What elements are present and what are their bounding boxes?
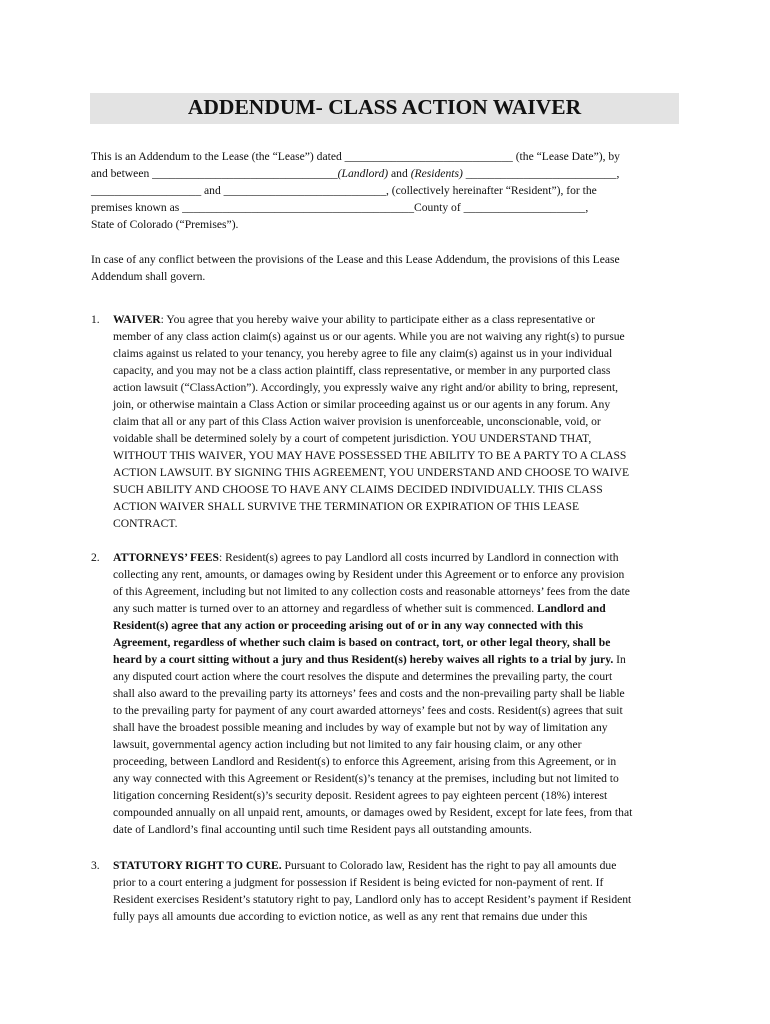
- intro-line: ___________________ and ____________________________, (collectively hereinafter “Resident”), for the: [91, 184, 597, 197]
- intro-text: and between ________________________________: [91, 167, 338, 180]
- conflict-line: Addendum shall govern.: [91, 270, 206, 283]
- clause-bold-text: heard by a court sitting without a jury and thus Resident(s) hereby waives all rights to a trial by jury.: [113, 653, 614, 666]
- intro-line: State of Colorado (“Premises”).: [91, 218, 239, 231]
- intro-paragraph: [91, 148, 681, 233]
- clause-text: : Resident(s) agrees to pay Landlord all costs incurred by Landlord in connection with: [218, 551, 619, 564]
- clause-line: collecting any rent, amounts, or damages owing by Resident under this Agreement or to enforce any provision: [113, 568, 625, 581]
- clause-line: [113, 311, 683, 328]
- clause-line: litigation concerning Resident(s)’s security deposit. Resident agrees to pay eighteen percent (18%) interest: [113, 789, 608, 802]
- clause-line: proceeding, between Landlord and Resident(s) to enforce this Agreement, arising from this Agreement, or in: [113, 755, 617, 768]
- clause-line: ACTION LAWSUIT. BY SIGNING THIS AGREEMENT, YOU UNDERSTAND AND CHOOSE TO WAIVE: [113, 466, 630, 479]
- clause-text: In: [613, 653, 626, 666]
- title-banner: [90, 93, 679, 124]
- clause-line: claim that all or any part of this Class Action waiver provision is unenforceable, unconscionable, void, or: [113, 415, 601, 428]
- clause-line: any way connected with this Agreement or Resident(s)’s tenancy at the premises, including but not limited to: [113, 772, 619, 785]
- clause-line: capacity, and you may not be a class action plaintiff, class representative, or member in any purported class: [113, 364, 611, 377]
- clause-line: shall also award to the prevailing party its attorneys’ fees and costs and the non-prevailing party shall be liable: [113, 687, 625, 700]
- clause-line: lawsuit, governmental agency action including but not limited to any fair housing claim, or any other: [113, 738, 582, 751]
- clause-bold-text: Agreement, regardless of whether such claim is based on contract, tort, or other legal theory, shall be: [113, 636, 611, 649]
- landlord-label: (Landlord): [337, 167, 389, 180]
- clause-body: [113, 311, 683, 532]
- clause-line: [113, 600, 683, 617]
- clause-line: [113, 617, 683, 634]
- clause-heading: WAIVER: [113, 313, 161, 326]
- clause-line: [113, 549, 683, 566]
- clause-line: SUCH ABILITY AND CHOOSE TO HAVE ANY CLAIMS DECIDED INDIVIDUALLY. THIS CLASS: [113, 483, 603, 496]
- clause-bold-text: Landlord and: [537, 602, 606, 615]
- clause-line: [113, 857, 683, 874]
- clause-line: CONTRACT.: [113, 517, 178, 530]
- clause-line: [113, 651, 683, 668]
- conflict-line: In case of any conflict between the provisions of the Lease and this Lease Addendum, the provisions of this Lease: [91, 253, 620, 266]
- clause-line: WITHOUT THIS WAIVER, YOU MAY HAVE POSSESSED THE ABILITY TO BE A PARTY TO A CLASS: [113, 449, 627, 462]
- intro-text: __________________________,: [462, 167, 620, 180]
- intro-line: [91, 165, 681, 182]
- conflict-paragraph: [91, 251, 681, 285]
- clause-line: member of any class action claim(s) against us or our agents. While you are not waiving any right(s) to pursue: [113, 330, 625, 343]
- clause-line: prior to a court entering a judgment for possession if Resident is being evicted for non-payment of rent. If: [113, 876, 604, 889]
- clause-text: : You agree that you hereby waive your ability to participate either as a class representative or: [160, 313, 595, 326]
- clause-line: claims against us related to your tenancy, you hereby agree to file any claim(s) against us in your individual: [113, 347, 613, 360]
- clause-heading: STATUTORY RIGHT TO CURE.: [113, 859, 282, 872]
- clause-number: 1.: [91, 313, 100, 326]
- clause-line: shall have the broadest possible meaning and includes by way of example but not by way of limitation any: [113, 721, 608, 734]
- clause-line: any disputed court action where the court resolves the dispute and determines the prevailing party, the court: [113, 670, 613, 683]
- clause-line: of this Agreement, including but not limited to any collection costs and reasonable attorneys’ fees from the date: [113, 585, 630, 598]
- clause-line: action lawsuit (“ClassAction”). Accordingly, you expressly waive any right and/or ability to bring, represent,: [113, 381, 619, 394]
- clause-number: 2.: [91, 551, 100, 564]
- document-title: ADDENDUM- CLASS ACTION WAIVER: [187, 95, 582, 119]
- clause-line: [113, 634, 683, 651]
- residents-label: (Residents): [410, 167, 463, 180]
- clause-line: to the prevailing party for payment of any court awarded attorneys’ fees and costs. Resident(s) agrees that suit: [113, 704, 623, 717]
- clause-body: [113, 857, 683, 925]
- clause-line: voidable shall be determined solely by a court of competent jurisdiction. YOU UNDERSTAND THAT,: [113, 432, 592, 445]
- intro-line: This is an Addendum to the Lease (the “Lease”) dated _____________________________ (the “Lease Date”), by: [91, 150, 620, 163]
- clause-number: 3.: [91, 859, 100, 872]
- intro-text: and: [388, 167, 411, 180]
- clause-line: join, or otherwise maintain a Class Action or similar proceeding against us or our agents in any forum. Any: [113, 398, 611, 411]
- clause-bold-text: Resident(s) agree that any action or proceeding arising out of or in any way connected with this: [113, 619, 583, 632]
- clause-line: compounded annually on all unpaid rent, amounts, or damages owed by Resident, except for late fees, from that: [113, 806, 633, 819]
- clause-body: [113, 549, 683, 838]
- clause-line: fully pays all amounts due according to eviction notice, as well as any rent that remains due under this: [113, 910, 588, 923]
- clause-line: date of Landlord’s final accounting until such time Resident pays all outstanding amounts.: [113, 823, 532, 836]
- clause-line: Resident exercises Resident’s statutory right to pay, Landlord only has to accept Resident’s payment if Resident: [113, 893, 632, 906]
- intro-line: premises known as ________________________________________County of _____________________,: [91, 201, 589, 214]
- clause-heading: ATTORNEYS’ FEES: [113, 551, 219, 564]
- clause-text: Pursuant to Colorado law, Resident has the right to pay all amounts due: [281, 859, 617, 872]
- clause-line: ACTION WAIVER SHALL SURVIVE THE TERMINATION OR EXPIRATION OF THIS LEASE: [113, 500, 580, 513]
- clause-text: any such matter is turned over to an attorney and regardless of whether suit is commenced.: [113, 602, 538, 615]
